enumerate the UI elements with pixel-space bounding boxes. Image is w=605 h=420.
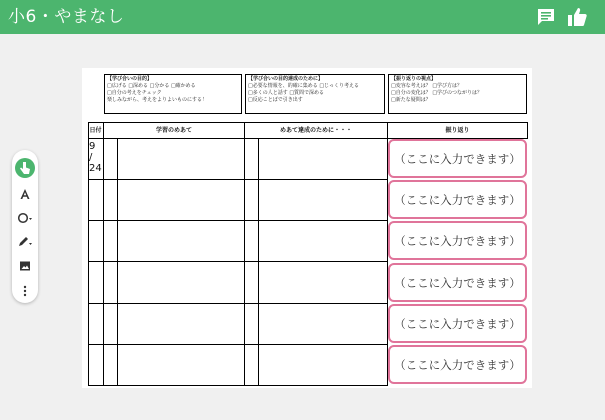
column-header-achieve: めあて達成のために・・・: [279, 127, 352, 134]
reflection-input[interactable]: （ここに入力できます）: [388, 180, 527, 219]
table-border: [117, 138, 118, 386]
text-icon[interactable]: [15, 184, 35, 204]
table-border: [244, 122, 245, 386]
table-border: [88, 344, 388, 345]
like-icon[interactable]: [566, 6, 588, 28]
drawing-toolbar: [12, 150, 38, 303]
reflection-input[interactable]: （ここに入力できます）: [388, 221, 527, 260]
table-border: [88, 138, 388, 139]
table-border: [388, 122, 527, 123]
column-header-goal: 学習のめあて: [155, 127, 192, 134]
table-border: [88, 220, 388, 221]
reflection-input[interactable]: （ここに入力できます）: [388, 263, 527, 302]
column-header-date: 日付: [89, 127, 102, 134]
app-header: [0, 0, 605, 34]
reflection-input[interactable]: （ここに入力できます）: [388, 139, 527, 178]
column-header-reflect: 振り返り: [445, 127, 470, 134]
image-icon[interactable]: [15, 256, 35, 276]
table-border: [88, 122, 388, 123]
reflection-input[interactable]: （ここに入力できます）: [388, 345, 527, 384]
table-border: [88, 179, 388, 180]
comment-icon[interactable]: [535, 6, 557, 28]
touch-icon[interactable]: [15, 158, 35, 178]
table-border: [258, 138, 259, 386]
table-border: [88, 303, 388, 304]
table-border: [88, 385, 388, 386]
page-title: 小6・やまなし: [8, 7, 125, 27]
learning-purpose-box: 【学び合いの目的】 □広げる □深める □分かる □確かめる □自分の考えをチェック 楽しみながら、考えをよりよいものにする！: [104, 74, 242, 114]
table-border: [527, 122, 528, 139]
purpose-achievement-box: 【学び合いの目的達成のために】 □必要な情報を、的確に集める □じっくり考える □多くの人と話す □質問で深める □反応ことばで引き出す: [245, 74, 385, 114]
reflection-input[interactable]: （ここに入力できます）: [388, 304, 527, 343]
shape-icon[interactable]: [15, 208, 35, 228]
table-border: [103, 122, 104, 386]
date-entry: 9 / 24: [89, 141, 102, 174]
reflection-points-box: 【振り返りの視点】 □変容な考えは？ □学び方は？ □自分の変化は？ □学びのつながりは？ □新たな疑問は？: [388, 74, 527, 114]
table-border: [88, 261, 388, 262]
worksheet: [82, 68, 532, 388]
pen-icon[interactable]: [15, 232, 35, 252]
more-icon[interactable]: [15, 281, 35, 301]
